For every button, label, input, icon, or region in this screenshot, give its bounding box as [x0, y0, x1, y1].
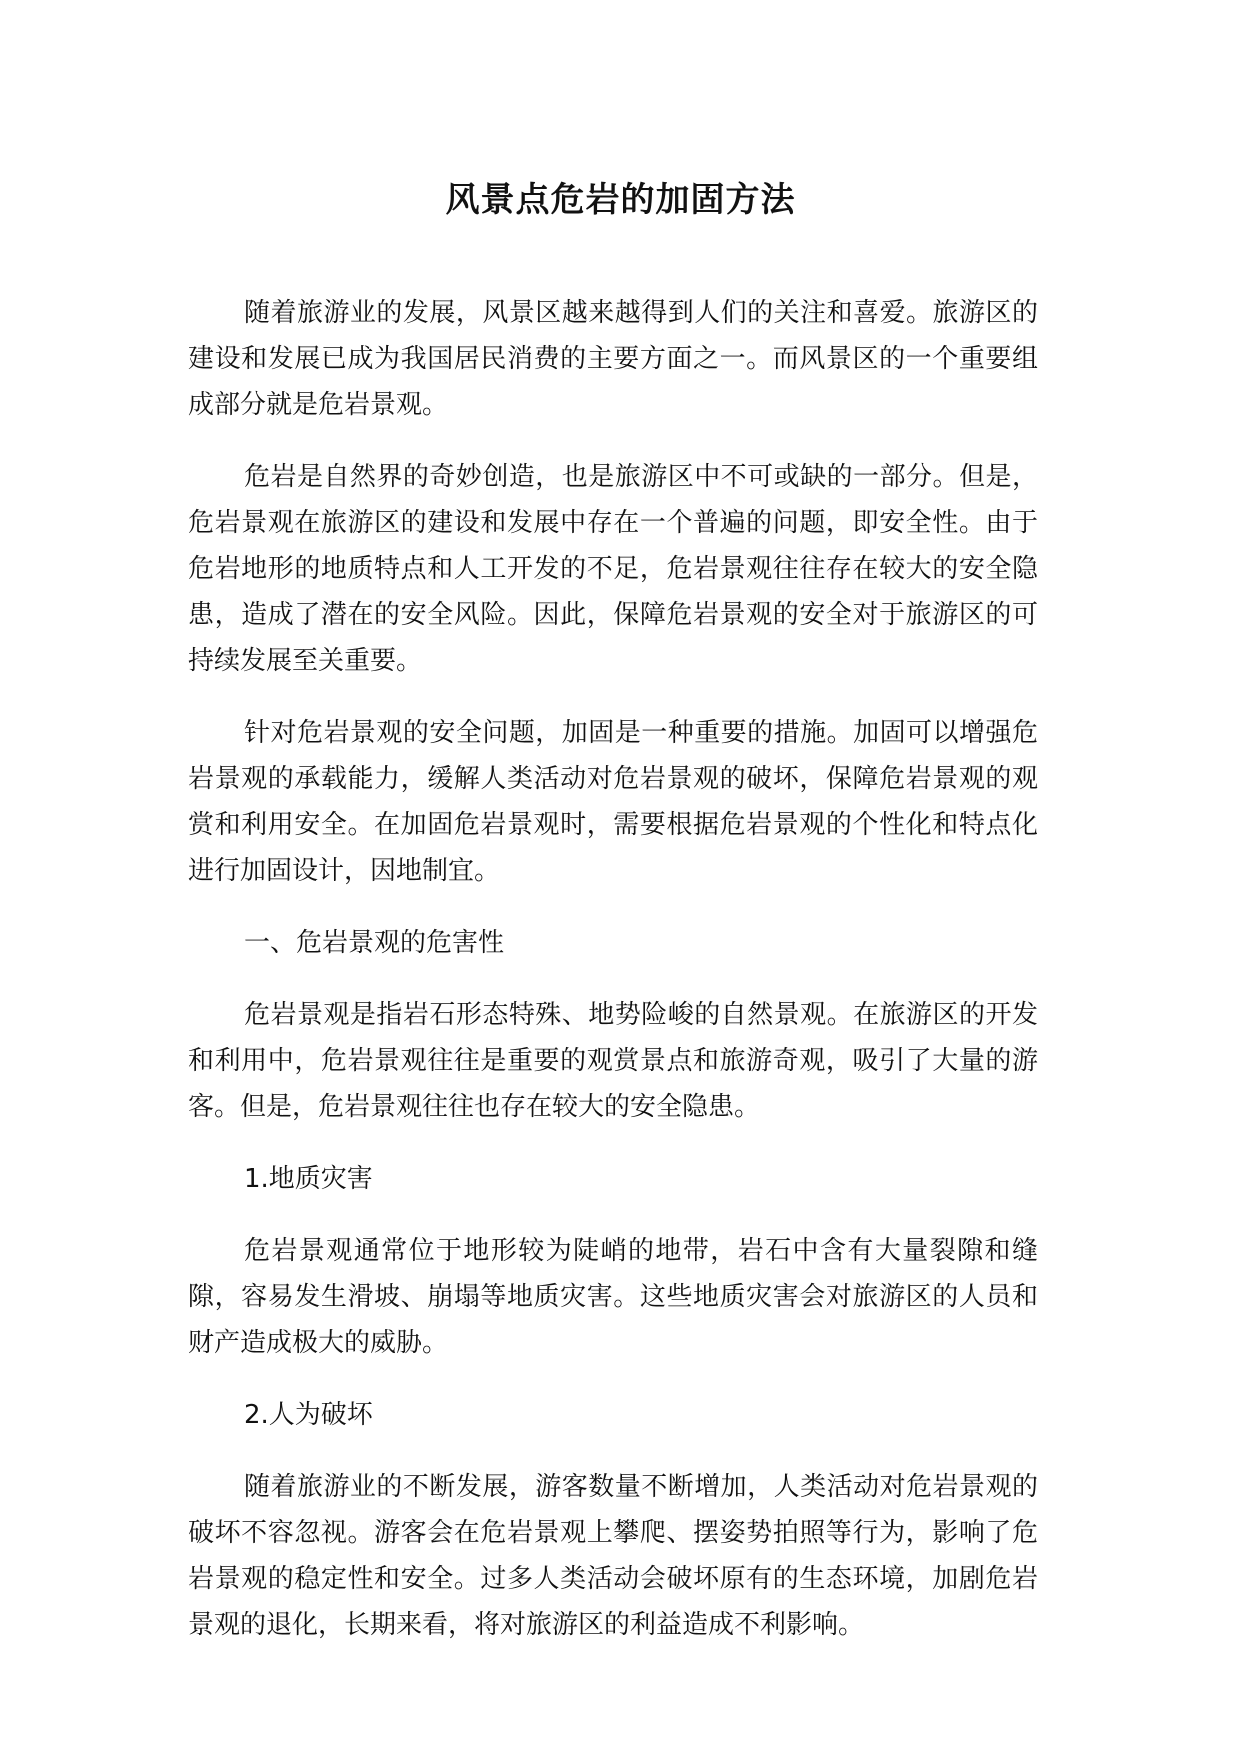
paragraph-safety-problem: 危岩是自然界的奇妙创造，也是旅游区中不可或缺的一部分。但是，危岩景观在旅游区的建设和发展中存在一个普遍的问题，即安全性。由于危岩地形的地质特点和人工开发的不足，危岩景观往往存在较大的安全隐患，造成了潜在的安全风险。因此，保障危岩景观的安全对于旅游区的可持续发展至关重要。 [188, 462, 1038, 676]
subheading-human-damage: 2.人为破坏 [244, 1400, 373, 1430]
subheading-geological-disasters: 1.地质灾害 [244, 1164, 373, 1194]
section-heading-hazards: 一、危岩景观的危害性 [244, 928, 505, 958]
paragraph-human-damage: 随着旅游业的不断发展，游客数量不断增加，人类活动对危岩景观的破坏不容忽视。游客会在危岩景观上攀爬、摆姿势拍照等行为，影响了危岩景观的稳定性和安全。过多人类活动会破坏原有的生态环境，加剧危岩景观的退化，长期来看，将对旅游区的利益造成不利影响。 [188, 1472, 1038, 1640]
paragraph-geological-disasters: 危岩景观通常位于地形较为陡峭的地带，岩石中含有大量裂隙和缝隙，容易发生滑坡、崩塌等地质灾害。这些地质灾害会对旅游区的人员和财产造成极大的威胁。 [188, 1236, 1038, 1358]
document-title: 风景点危岩的加固方法 [445, 180, 796, 220]
paragraph-reinforcement: 针对危岩景观的安全问题，加固是一种重要的措施。加固可以增强危岩景观的承载能力，缓解人类活动对危岩景观的破坏，保障危岩景观的观赏和利用安全。在加固危岩景观时，需要根据危岩景观的个性化和特点化进行加固设计，因地制宜。 [188, 718, 1038, 886]
paragraph-hazards: 危岩景观是指岩石形态特殊、地势险峻的自然景观。在旅游区的开发和利用中，危岩景观往往是重要的观赏景点和旅游奇观，吸引了大量的游客。但是，危岩景观往往也存在较大的安全隐患。 [188, 1000, 1038, 1122]
paragraph-intro: 随着旅游业的发展，风景区越来越得到人们的关注和喜爱。旅游区的建设和发展已成为我国居民消费的主要方面之一。而风景区的一个重要组成部分就是危岩景观。 [188, 298, 1038, 420]
document-body [188, 290, 1038, 1648]
